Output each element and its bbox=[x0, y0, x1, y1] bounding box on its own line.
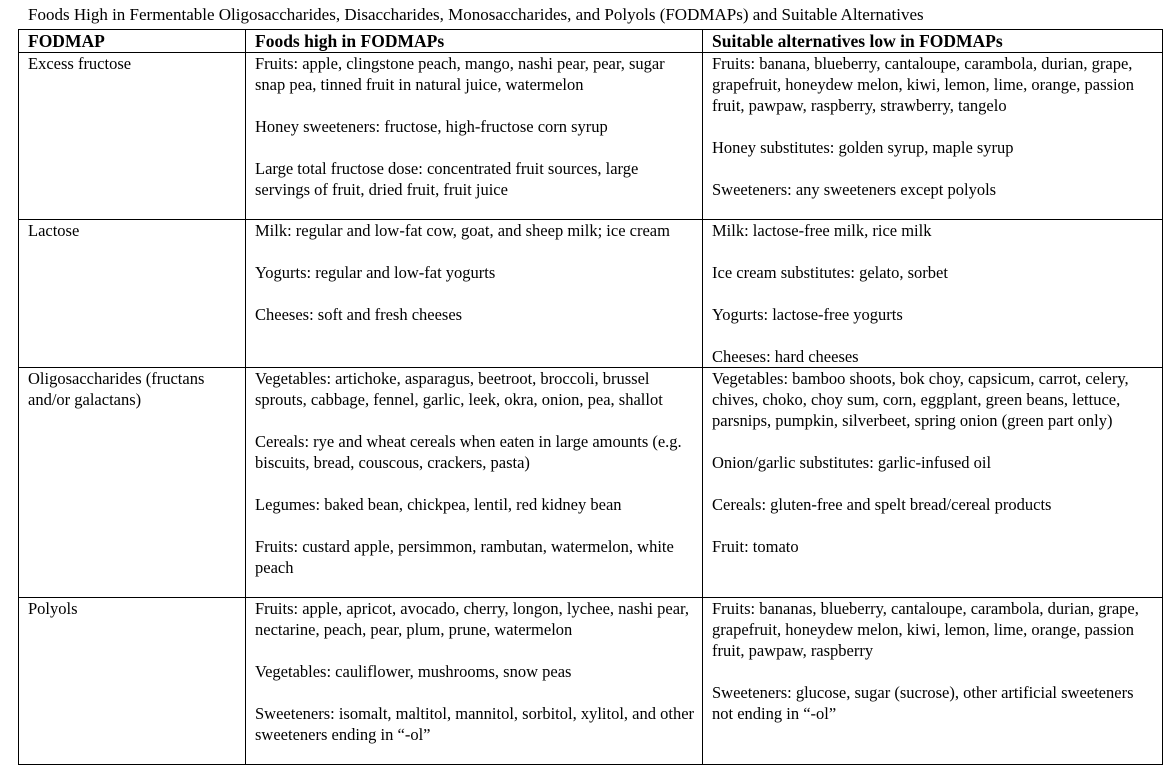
table-row bbox=[19, 368, 1163, 598]
header-foods-high: Foods high in FODMAPs bbox=[246, 30, 703, 53]
table-header-row bbox=[19, 30, 1163, 53]
fodmap-label: Polyols bbox=[28, 599, 78, 618]
header-alternatives: Suitable alternatives low in FODMAPs bbox=[703, 30, 1163, 53]
list-item: Fruits: apple, clingstone peach, mango, nashi pear, pear, sugar snap pea, tinned fruit in natural juice, watermelon bbox=[255, 54, 665, 94]
table-row bbox=[19, 53, 1163, 220]
list-item: Vegetables: cauliflower, mushrooms, snow peas bbox=[255, 662, 572, 681]
alternatives-cell bbox=[703, 53, 1163, 220]
list-item: Honey substitutes: golden syrup, maple syrup bbox=[712, 138, 1014, 157]
list-item: Fruit: tomato bbox=[712, 537, 799, 556]
alternatives-cell bbox=[703, 598, 1163, 765]
list-item: Vegetables: artichoke, asparagus, beetroot, broccoli, brussel sprouts, cabbage, fennel, garlic, leek, okra, onion, pea, shallot bbox=[255, 369, 663, 409]
list-item: Sweeteners: any sweeteners except polyols bbox=[712, 180, 997, 199]
fodmap-cell bbox=[19, 368, 246, 598]
list-item: Cereals: gluten-free and spelt bread/cereal products bbox=[712, 495, 1052, 514]
alternatives-cell bbox=[703, 368, 1163, 598]
foods-high-cell bbox=[246, 220, 703, 368]
list-item: Fruits: bananas, blueberry, cantaloupe, carambola, durian, grape, grapefruit, honeydew melon, kiwi, lemon, lime, orange, passion fruit, pawpaw, raspberry bbox=[712, 599, 1139, 660]
foods-high-cell bbox=[246, 598, 703, 765]
list-item: Ice cream substitutes: gelato, sorbet bbox=[712, 263, 948, 282]
list-item: Cheeses: hard cheeses bbox=[712, 347, 859, 366]
list-item: Milk: lactose-free milk, rice milk bbox=[712, 221, 932, 240]
header-fodmap: FODMAP bbox=[19, 30, 246, 53]
alternatives-cell bbox=[703, 220, 1163, 368]
list-item: Fruits: banana, blueberry, cantaloupe, carambola, durian, grape, grapefruit, honeydew melon, kiwi, lemon, lime, orange, passion fruit, pawpaw, raspberry, strawberry, tangelo bbox=[712, 54, 1135, 115]
list-item: Sweeteners: glucose, sugar (sucrose), other artificial sweeteners not ending in “-ol” bbox=[712, 683, 1134, 723]
fodmap-cell bbox=[19, 598, 246, 765]
fodmap-cell bbox=[19, 220, 246, 368]
list-item: Fruits: apple, apricot, avocado, cherry, longon, lychee, nashi pear, nectarine, peach, pear, plum, prune, watermelon bbox=[255, 599, 689, 639]
foods-high-cell bbox=[246, 368, 703, 598]
list-item: Cereals: rye and wheat cereals when eaten in large amounts (e.g. biscuits, bread, couscous, crackers, pasta) bbox=[255, 432, 682, 472]
document-title: Foods High in Fermentable Oligosaccharides, Disaccharides, Monosaccharides, and Polyols (FODMAPs) and Suitable Alternatives bbox=[28, 5, 924, 24]
fodmap-cell bbox=[19, 53, 246, 220]
list-item: Fruits: custard apple, persimmon, rambutan, watermelon, white peach bbox=[255, 537, 674, 577]
list-item: Legumes: baked bean, chickpea, lentil, red kidney bean bbox=[255, 495, 622, 514]
list-item: Sweeteners: isomalt, maltitol, mannitol, sorbitol, xylitol, and other sweeteners ending in “-ol” bbox=[255, 704, 695, 744]
list-item: Large total fructose dose: concentrated fruit sources, large servings of fruit, dried fruit, fruit juice bbox=[255, 159, 639, 199]
fodmap-label: Excess fructose bbox=[28, 54, 132, 73]
list-item: Milk: regular and low-fat cow, goat, and sheep milk; ice cream bbox=[255, 221, 670, 240]
table-row bbox=[19, 598, 1163, 765]
fodmap-label: Lactose bbox=[28, 221, 80, 240]
list-item: Vegetables: bamboo shoots, bok choy, capsicum, carrot, celery, chives, choko, choy sum, corn, eggplant, green beans, lettuce, parsnips, pumpkin, silverbeet, spring onion (green part only) bbox=[712, 369, 1129, 430]
list-item: Cheeses: soft and fresh cheeses bbox=[255, 305, 463, 324]
table-row bbox=[19, 220, 1163, 368]
list-item: Yogurts: regular and low-fat yogurts bbox=[255, 263, 496, 282]
fodmap-table bbox=[18, 29, 1163, 765]
list-item: Onion/garlic substitutes: garlic-infused oil bbox=[712, 453, 992, 472]
list-item: Honey sweeteners: fructose, high-fructose corn syrup bbox=[255, 117, 608, 136]
fodmap-label: Oligosaccharides (fructans and/or galactans) bbox=[28, 369, 205, 409]
foods-high-cell bbox=[246, 53, 703, 220]
list-item: Yogurts: lactose-free yogurts bbox=[712, 305, 903, 324]
